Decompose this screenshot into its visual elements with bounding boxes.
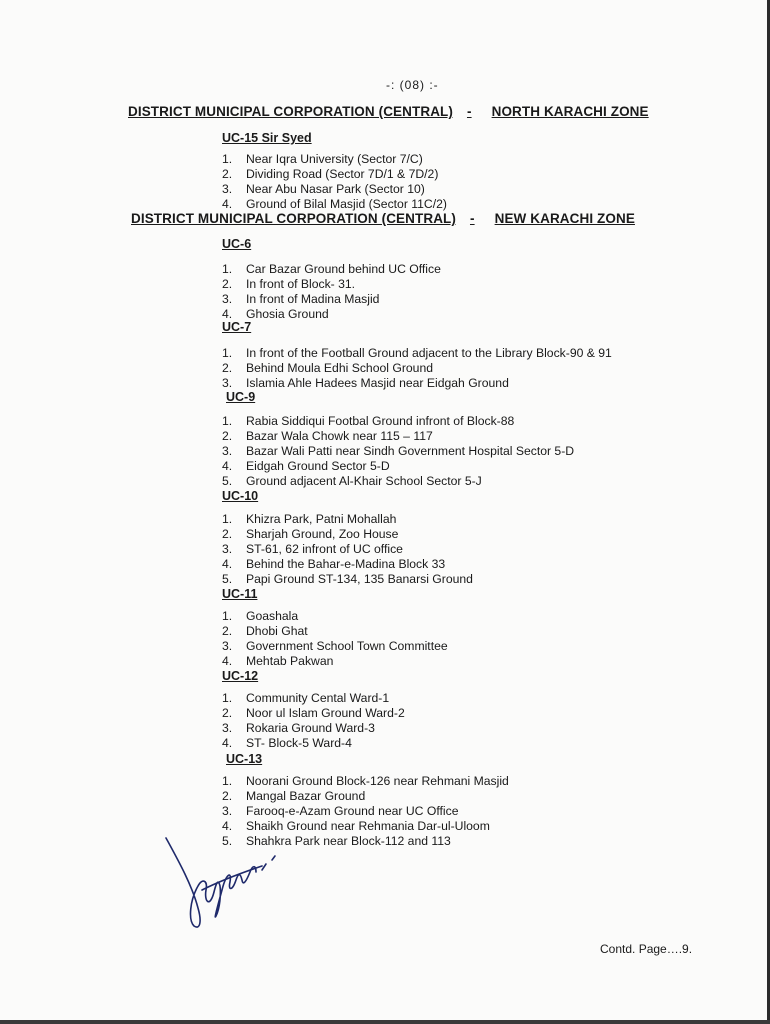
item-text: Ground adjacent Al-Khair School Sector 5-J: [246, 474, 482, 488]
item-text: Noor ul Islam Ground Ward-2: [246, 706, 405, 720]
continued-note: Contd. Page….9.: [600, 942, 693, 956]
item-number: 1.: [222, 152, 233, 166]
list-item: [222, 736, 405, 751]
section-heading-new-karachi: [131, 211, 635, 226]
list-item: [222, 512, 473, 527]
item-text: Near Iqra University (Sector 7/C): [246, 152, 423, 166]
item-number: 2.: [222, 167, 233, 181]
list-item: [222, 292, 441, 307]
item-number: 5.: [222, 572, 233, 586]
item-text: Eidgah Ground Sector 5-D: [246, 459, 390, 473]
list-item: [222, 459, 574, 474]
item-number: 1.: [222, 262, 233, 276]
list-item: [222, 691, 405, 706]
item-text: Sharjah Ground, Zoo House: [246, 527, 399, 541]
list-item: [222, 414, 574, 429]
list-item: [222, 804, 509, 819]
item-number: 3.: [222, 542, 233, 556]
uc-heading: UC-12: [222, 669, 259, 683]
item-number: 4.: [222, 557, 233, 571]
page-number: -: (08) :-: [386, 78, 439, 92]
list-item: [222, 654, 448, 669]
heading-dash: -: [469, 211, 475, 226]
uc-heading: UC-6: [222, 237, 252, 251]
item-text: Rabia Siddiqui Footbal Ground infront of Block-88: [246, 414, 515, 428]
item-number: 4.: [222, 819, 233, 833]
item-text: Shaikh Ground near Rehmania Dar-ul-Uloom: [246, 819, 490, 833]
heading-dash: -: [466, 104, 472, 119]
uc-list: [222, 609, 448, 669]
item-number: 2.: [222, 706, 233, 720]
item-number: 4.: [222, 736, 233, 750]
item-text: In front of Madina Masjid: [246, 292, 380, 306]
item-text: Goashala: [246, 609, 299, 623]
list-item: [222, 262, 441, 277]
item-number: 4.: [222, 654, 233, 668]
item-text: Papi Ground ST-134, 135 Banarsi Ground: [246, 572, 473, 586]
scan-edge-bottom: [0, 1020, 770, 1024]
item-number: 3.: [222, 721, 233, 735]
item-text: Mangal Bazar Ground: [246, 789, 366, 803]
item-text: Car Bazar Ground behind UC Office: [246, 262, 441, 276]
list-item: [222, 527, 473, 542]
list-item: [222, 197, 447, 212]
item-number: 5.: [222, 834, 233, 848]
list-item: [222, 789, 509, 804]
item-text: Khizra Park, Patni Mohallah: [246, 512, 397, 526]
item-number: 1.: [222, 512, 233, 526]
heading-corporation: DISTRICT MUNICIPAL CORPORATION (CENTRAL): [131, 211, 456, 226]
item-number: 2.: [222, 429, 233, 443]
uc-list: [222, 346, 612, 391]
list-item: [222, 542, 473, 557]
uc-list: [222, 691, 405, 751]
item-number: 1.: [222, 414, 233, 428]
list-item: [222, 721, 405, 736]
list-item: [222, 572, 473, 587]
list-item: [222, 277, 441, 292]
item-number: 2.: [222, 361, 233, 375]
item-number: 2.: [222, 624, 233, 638]
uc-list: [222, 414, 574, 489]
list-item: [222, 706, 405, 721]
list-item: [222, 152, 447, 167]
item-text: Bazar Wali Patti near Sindh Government Hospital Sector 5-D: [246, 444, 575, 458]
list-item: [222, 361, 612, 376]
list-item: [222, 474, 574, 489]
item-text: In front of the Football Ground adjacent to the Library Block-90 & 91: [246, 346, 612, 360]
item-number: 5.: [222, 474, 233, 488]
item-number: 4.: [222, 307, 233, 321]
item-text: Islamia Ahle Hadees Masjid near Eidgah Ground: [246, 376, 509, 390]
item-number: 2.: [222, 527, 233, 541]
item-text: Behind the Bahar-e-Madina Block 33: [246, 557, 446, 571]
list-item: [222, 624, 448, 639]
item-text: Mehtab Pakwan: [246, 654, 334, 668]
item-text: In front of Block- 31.: [246, 277, 356, 291]
item-text: Government School Town Committee: [246, 639, 448, 653]
item-number: 3.: [222, 182, 233, 196]
uc-heading: UC-13: [226, 752, 263, 766]
item-text: Noorani Ground Block-126 near Rehmani Masjid: [246, 774, 509, 788]
list-item: [222, 376, 612, 391]
item-text: Dividing Road (Sector 7D/1 & 7D/2): [246, 167, 439, 181]
list-item: [222, 444, 574, 459]
item-number: 2.: [222, 789, 233, 803]
item-number: 1.: [222, 774, 233, 788]
item-number: 3.: [222, 804, 233, 818]
item-number: 3.: [222, 376, 233, 390]
item-text: Bazar Wala Chowk near 115 – 117: [246, 429, 433, 443]
item-number: 4.: [222, 197, 233, 211]
list-item: [222, 167, 447, 182]
item-text: Ghosia Ground: [246, 307, 329, 321]
item-text: Community Cental Ward-1: [246, 691, 390, 705]
list-item: [222, 639, 448, 654]
heading-corporation: DISTRICT MUNICIPAL CORPORATION (CENTRAL): [128, 104, 453, 119]
list-item: [222, 557, 473, 572]
list-item: [222, 429, 574, 444]
item-text: Farooq-e-Azam Ground near UC Office: [246, 804, 459, 818]
item-text: ST- Block-5 Ward-4: [246, 736, 352, 750]
item-text: Dhobi Ghat: [246, 624, 308, 638]
uc-heading: UC-7: [222, 320, 252, 334]
heading-zone: NORTH KARACHI ZONE: [491, 104, 649, 119]
item-number: 3.: [222, 639, 233, 653]
item-text: Ground of Bilal Masjid (Sector 11C/2): [246, 197, 447, 211]
uc-heading: UC-10: [222, 489, 259, 503]
uc-list: [222, 262, 441, 322]
item-text: Shahkra Park near Block-112 and 113: [246, 834, 451, 848]
list-item: [222, 182, 447, 197]
uc-list: [222, 152, 447, 212]
list-item: [222, 774, 509, 789]
item-number: 3.: [222, 444, 233, 458]
section-heading-north: [128, 104, 649, 119]
list-item: [222, 609, 448, 624]
item-number: 4.: [222, 459, 233, 473]
item-number: 1.: [222, 691, 233, 705]
uc-list: [222, 512, 473, 587]
item-text: ST-61, 62 infront of UC office: [246, 542, 403, 556]
signature-icon: [158, 830, 298, 940]
uc-heading: UC-15 Sir Syed: [222, 131, 312, 145]
uc-heading: UC-11: [222, 587, 258, 601]
list-item: [222, 346, 612, 361]
item-text: Near Abu Nasar Park (Sector 10): [246, 182, 425, 196]
item-number: 2.: [222, 277, 233, 291]
item-text: Rokaria Ground Ward-3: [246, 721, 375, 735]
item-number: 3.: [222, 292, 233, 306]
uc-heading: UC-9: [226, 390, 256, 404]
item-number: 1.: [222, 346, 233, 360]
item-text: Behind Moula Edhi School Ground: [246, 361, 433, 375]
item-number: 1.: [222, 609, 233, 623]
heading-zone: NEW KARACHI ZONE: [494, 211, 635, 226]
list-item: [222, 307, 441, 322]
